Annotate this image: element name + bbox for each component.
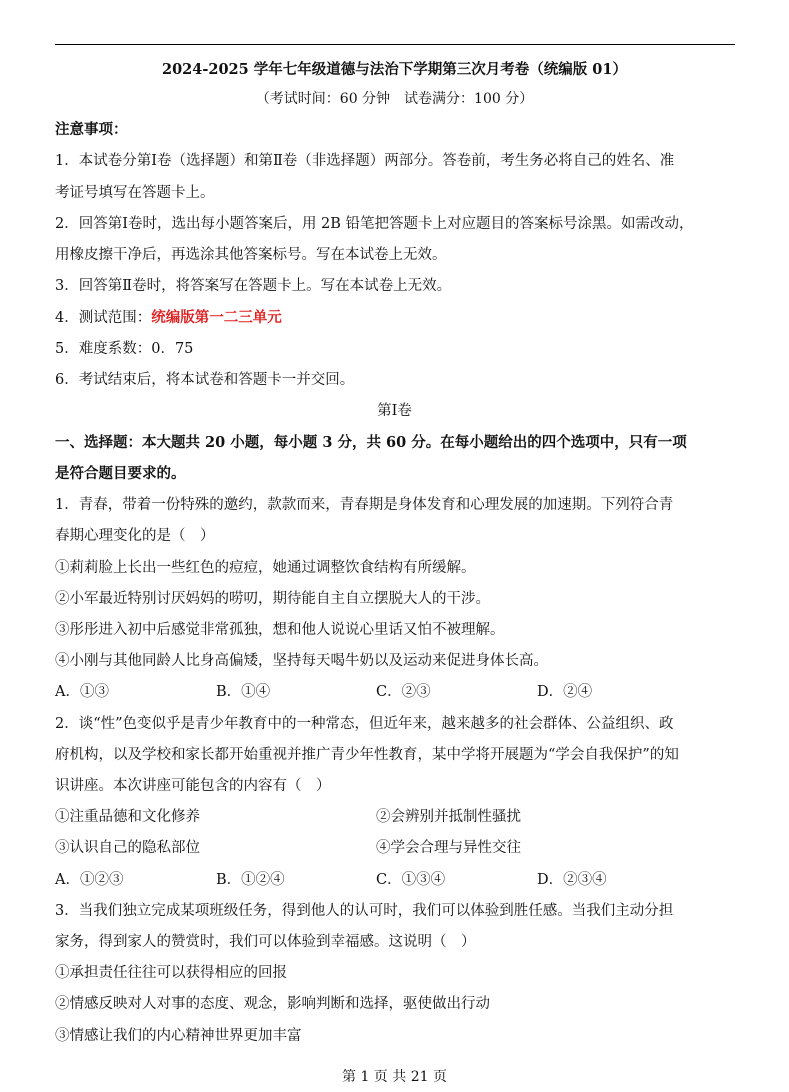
section-heading-line-1: 一、选择题：本大题共 20 小题，每小题 3 分，共 60 分。在每小题给出的四个选项中，只有一项: [55, 434, 687, 451]
note-2-line-1: 2．回答第Ⅰ卷时，选出每小题答案后，用 2B 铅笔把答题卡上对应题目的答案标号涂黑。如需改动，: [55, 216, 694, 232]
note-1-line-1: 1．本试卷分第Ⅰ卷（选择题）和第Ⅱ卷（非选择题）两部分。答卷前，考生务必将自己的姓名、准: [55, 153, 675, 169]
q1-option-d: D．②④: [537, 684, 593, 700]
volume-label: 第Ⅰ卷: [377, 403, 412, 419]
q2-stem-line-1: 2．谈“性”色变似乎是青少年教育中的一种常态，但近年来，越来越多的社会群体、公益组织、政: [55, 716, 674, 732]
notes-heading: 注意事项：: [55, 121, 128, 138]
note-5: 5．难度系数：0．75: [55, 341, 194, 357]
q2-option-d: D．②③④: [537, 872, 607, 888]
q2-stem-line-2: 府机构，以及学校和家长都开始重视并推广青少年性教育，某中学将开展题为“学会自我保护”的知: [55, 747, 679, 763]
test-scope: 统编版第一二三单元: [151, 309, 282, 326]
q2-statement-4: ④学会合理与异性交往: [376, 840, 521, 856]
q2-option-b: B．①②④: [216, 872, 285, 888]
exam-title: 2024-2025 学年七年级道德与法治下学期第三次月考卷（统编版 01）: [161, 61, 627, 78]
note-4: [55, 308, 282, 328]
q2-stem-line-3: 识讲座。本次讲座可能包含的内容有（ ）: [55, 778, 331, 794]
q1-stem-line-2: 春期心理变化的是（ ）: [55, 528, 215, 544]
q1-option-c: C．②③: [376, 684, 431, 700]
q2-statement-3: ③认识自己的隐私部位: [55, 840, 200, 856]
q3-statement-1: ①承担责任往往可以获得相应的回报: [55, 965, 287, 981]
note-4-prefix: 4．测试范围：: [55, 310, 152, 326]
q3-stem-line-1: 3．当我们独立完成某项班级任务，得到他人的认可时，我们可以体验到胜任感。当我们主动分担: [55, 903, 674, 919]
q1-option-b: B．①④: [216, 684, 271, 700]
note-2-line-2: 用橡皮擦干净后，再选涂其他答案标号。写在本试卷上无效。: [55, 247, 447, 263]
note-3: 3．回答第Ⅱ卷时，将答案写在答题卡上。写在本试卷上无效。: [55, 278, 452, 294]
page-number: 第 1 页 共 21 页: [342, 1069, 447, 1085]
note-6: 6．考试结束后，将本试卷和答题卡一并交回。: [55, 372, 355, 388]
q1-statement-3: ③彤彤进入初中后感觉非常孤独，想和他人说说心里话又怕不被理解。: [55, 622, 505, 638]
q2-statement-1: ①注重品德和文化修养: [55, 809, 200, 825]
q1-stem-line-1: 1．青春，带着一份特殊的邀约，款款而来，青春期是身体发育和心理发展的加速期。下列符合青: [55, 497, 674, 513]
q2-option-a: A．①②③: [55, 872, 124, 888]
q3-statement-2: ②情感反映对人对事的态度、观念，影响判断和选择，驱使做出行动: [55, 996, 490, 1012]
q2-statement-2: ②会辨别并抵制性骚扰: [376, 809, 521, 825]
note-1-line-2: 考证号填写在答题卡上。: [55, 185, 215, 201]
q2-option-c: C．①③④: [376, 872, 446, 888]
q1-statement-4: ④小刚与其他同龄人比身高偏矮，坚持每天喝牛奶以及运动来促进身体长高。: [55, 653, 548, 669]
q3-statement-3: ③情感让我们的内心精神世界更加丰富: [55, 1028, 302, 1044]
q1-option-a: A．①③: [55, 684, 109, 700]
q3-stem-line-2: 家务，得到家人的赞赏时，我们可以体验到幸福感。这说明（ ）: [55, 934, 476, 950]
header-rule: [55, 44, 735, 45]
section-heading-line-2: 是符合题目要求的。: [55, 465, 186, 482]
q1-statement-2: ②小军最近特别讨厌妈妈的唠叨，期待能自主自立摆脱大人的干涉。: [55, 591, 490, 607]
q1-statement-1: ①莉莉脸上长出一些红色的痘痘，她通过调整饮食结构有所缓解。: [55, 560, 476, 576]
exam-subtitle: （考试时间：60 分钟 试卷满分：100 分）: [255, 91, 534, 107]
